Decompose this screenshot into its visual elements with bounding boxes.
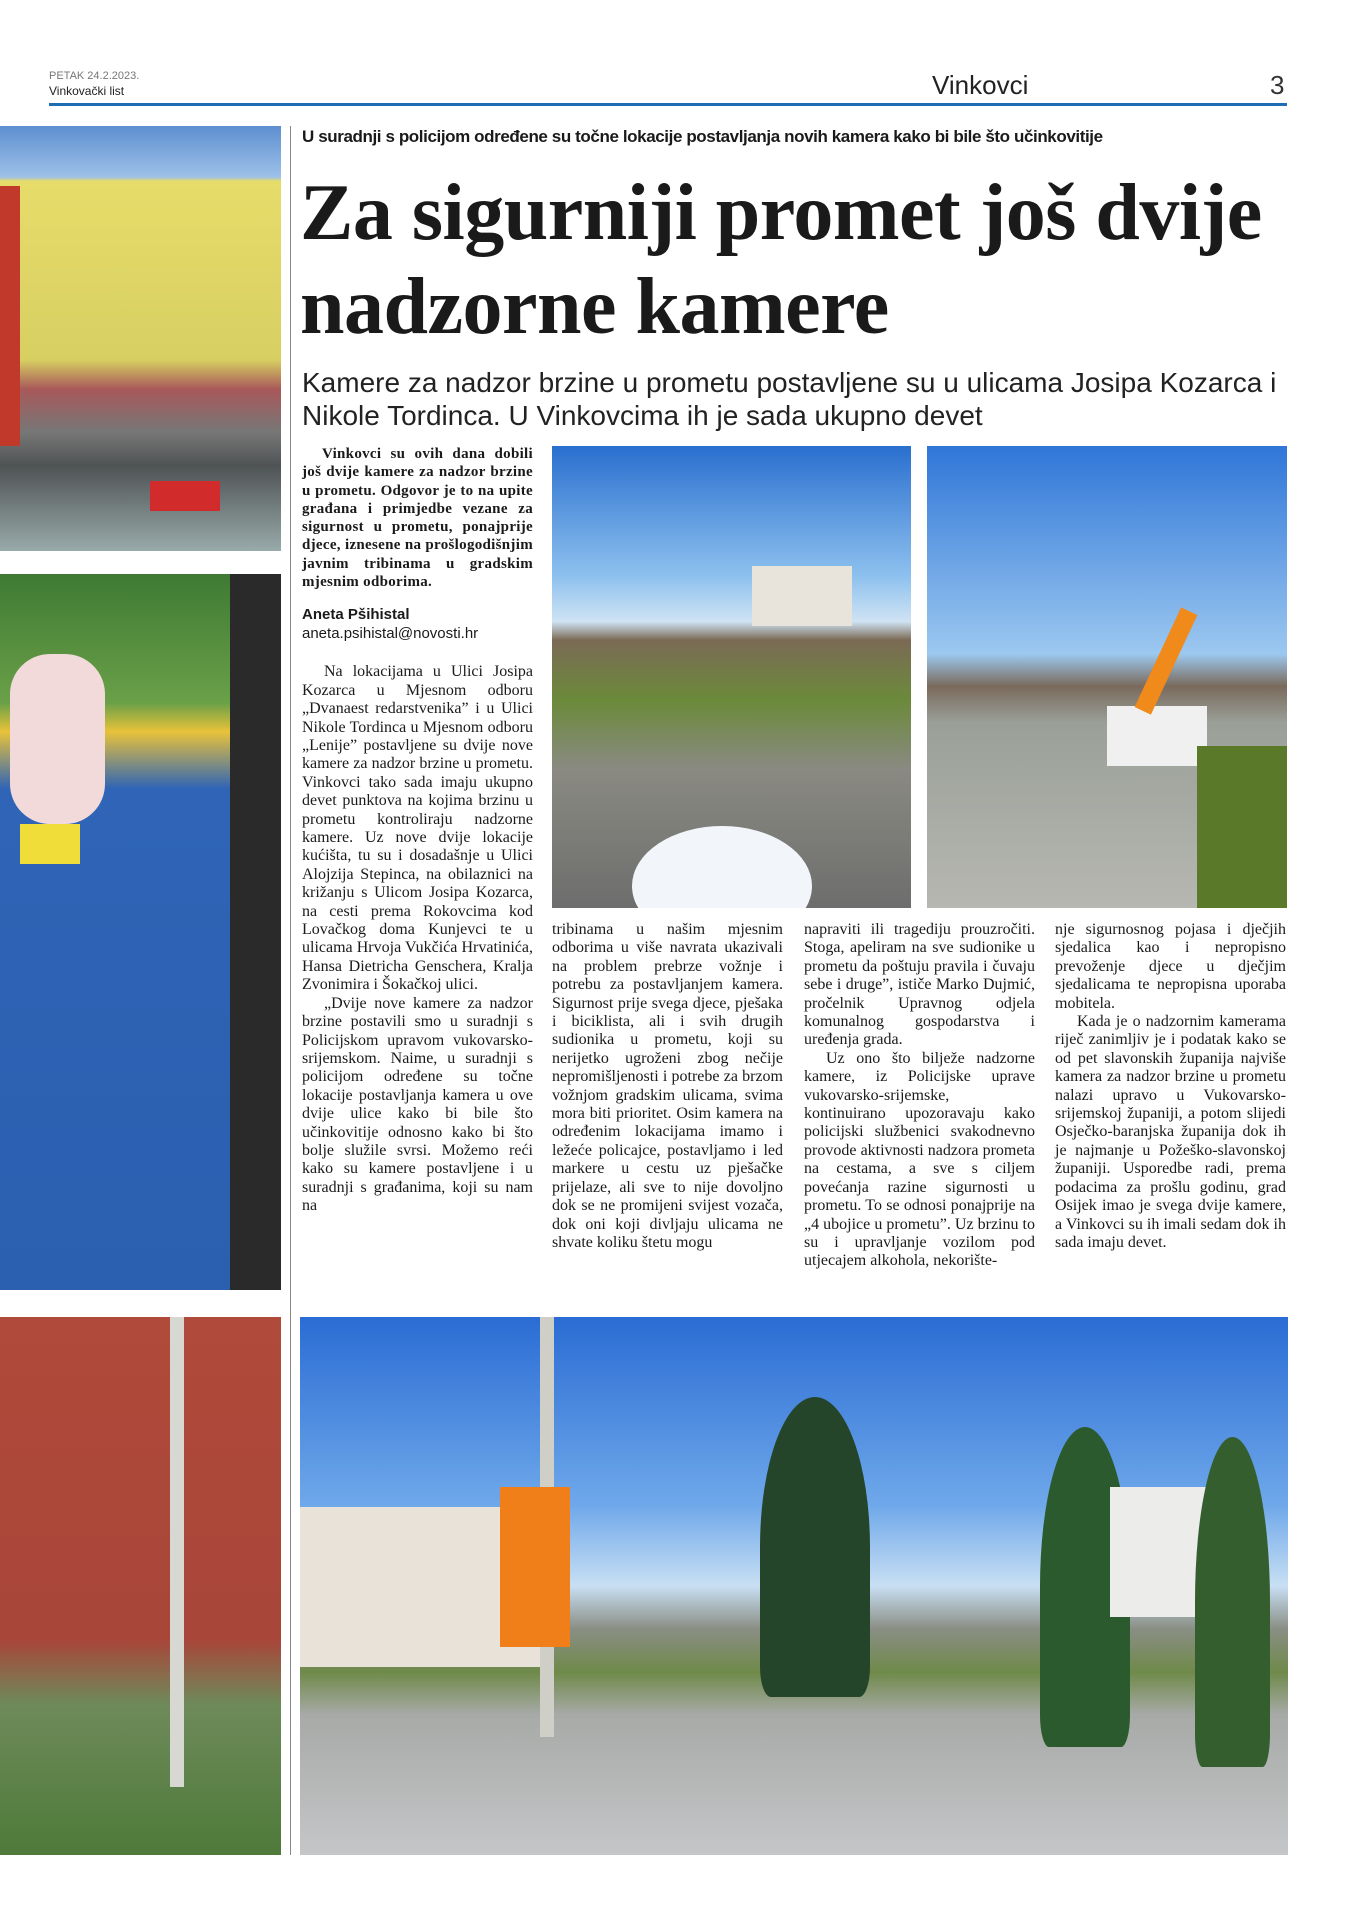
- article-column-1: [302, 663, 533, 1215]
- issue-date: PETAK 24.2.2023.: [49, 70, 140, 82]
- page-number: 3: [1270, 70, 1285, 100]
- column-divider: [290, 126, 291, 1855]
- photo-street-camera-workers: [300, 1317, 1288, 1855]
- section-title: Vinkovci: [932, 70, 1029, 100]
- paragraph: Kada je o nadzornim kamerama riječ zanimljiv je i podatak kako se od pet slavonskih županija najviše kamera za nadzor brzine u prometu nalazi upravo u Vukovarsko-srijemskoj županiji, a potom slijedi Osječko-baranjska županija dok ih je najmanje u Požeško-slavonskoj županiji. Usporedbe radi, prema podacima za prošlu godinu, grad Osijek imao je svega dvije kamere, a Vinkovci su ih imali sedam dok ih sada imaju devet.: [1055, 1013, 1286, 1251]
- author-email[interactable]: aneta.psihistal@novosti.hr: [302, 625, 479, 643]
- paragraph: „Dvije nove kamere za nadzor brzine postavili smo u suradnji s Policijskom upravom vukovarsko-srijemskom. Naime, u suradnji s policijom određene su točne lokacije postavljanja kamera u ove dvije ulice kako bi bile što učinkovitije odnosno kako bi što bolje služile svrsi. Možemo reći kako su kamere postavljene i u suradnji s građanima, koji su nam na: [302, 994, 533, 1215]
- paragraph: tribinama u našim mjesnim odborima u više navrata ukazivali na problem prebrze vožnje i potrebu za postavljanjem kamera. Sigurnost prije svega djece, pješaka i biciklista, ali i svih drugih sudionika u prometu, koji su nerijetko ugroženi zbog nečije nepromišljenosti i potrebe za brzom vožnjom gradskim ulicama, svima mora biti prioritet. Osim kamera na određenim lokacijama imamo i ležeće policajce, postavljamo i led markere u cestu uz pješačke prijelaze, ali sve to nije dovoljno dok se ne promijeni svijest vozača, dok oni koji divljaju ulicama ne shvate koliku štetu mogu: [552, 921, 783, 1251]
- article-deck: Kamere za nadzor brzine u prometu postavljene su u ulicama Josipa Kozarca i Nikole Tordinca. U Vinkovcima ih je sada ukupno devet: [302, 367, 1277, 431]
- article-headline: Za sigurniji promet još dvije nadzorne kamere: [300, 169, 1262, 351]
- header-rule: [49, 103, 1287, 106]
- article-lead: Vinkovci su ovih dana dobili još dvije kamere za nadzor brzine u prometu. Odgovor je to na upite građana i primjedbe vezane za sigurnost u prometu, ponajprije djece, iznesene na prošlogodišnjim javnim tribinama u gradskim mjesnim odborima.: [302, 446, 533, 591]
- paragraph: napraviti ili tragediju prouzročiti. Stoga, apeliram na sve sudionike u prometu da poštuju pravila i čuvaju sebe i druge”, ističe Marko Dujmić, pročelnik Upravnog odjela komunalnog gospodarstva i uređenja grada.: [804, 921, 1035, 1049]
- article-column-2: [552, 921, 783, 1252]
- photo-street-road: [552, 446, 911, 908]
- photo-child-playground: [0, 574, 281, 1290]
- article-kicker: U suradnji s policijom određene su točne lokacije postavljanja novih kamera kako bi bile što učinkovitije: [302, 127, 1103, 146]
- photo-building-pole: [0, 1317, 281, 1855]
- left-text-flow: [302, 445, 533, 1216]
- article-column-3: [804, 921, 1035, 1271]
- article-column-4: [1055, 921, 1286, 1252]
- photo-camera-installation-truck: [927, 446, 1287, 908]
- paragraph: nje sigurnosnog pojasa i dječjih sjedalica kao i nepropisno prevoženje djece u dječjim sjedalicama te nepropisna uporaba mobitela.: [1055, 921, 1286, 1012]
- paragraph: Na lokacijama u Ulici Josipa Kozarca u Mjesnom odboru „Dvanaest redarstvenika” i u Ulici Nikole Tordinca u Mjesnom odboru „Lenije” postavljene su dvije nove kamere za nadzor brzine u prometu. Vinkovci tako sada imaju ukupno devet punktova na kojima brzinu u prometu kontroliraju nadzorne kamere. Uz nove dvije lokacije kućišta, tu su i dosadašnje u Ulici Alojzija Stepinca, na obilaznici na križanju s Ulicom Josipa Kozarca, na cesti prema Rokovcima kod Lovačkog doma Kunjevci te u ulicama Hrvoja Vukčića Hrvatinića, Hansa Dietricha Genschera, Kralja Zvonimira i Šokačkoj ulici.: [302, 663, 533, 994]
- photo-apartment-building: [0, 126, 281, 551]
- author-name: Aneta Pšihistal: [302, 606, 410, 624]
- newspaper-name: Vinkovački list: [49, 84, 125, 98]
- paragraph: Uz ono što bilježe nadzorne kamere, iz Policijske uprave vukovarsko-srijemske, kontinuirano upozoravaju kako policijski službenici svakodnevno provode aktivnosti nadzora prometa na cestama, a sve s ciljem povećanja razine sigurnosti u prometu. To se odnosi ponajprije na „4 ubojice u prometu”. Uz brzinu to su i upravljanje vozilom pod utjecajem alkohola, nekorište-: [804, 1049, 1035, 1270]
